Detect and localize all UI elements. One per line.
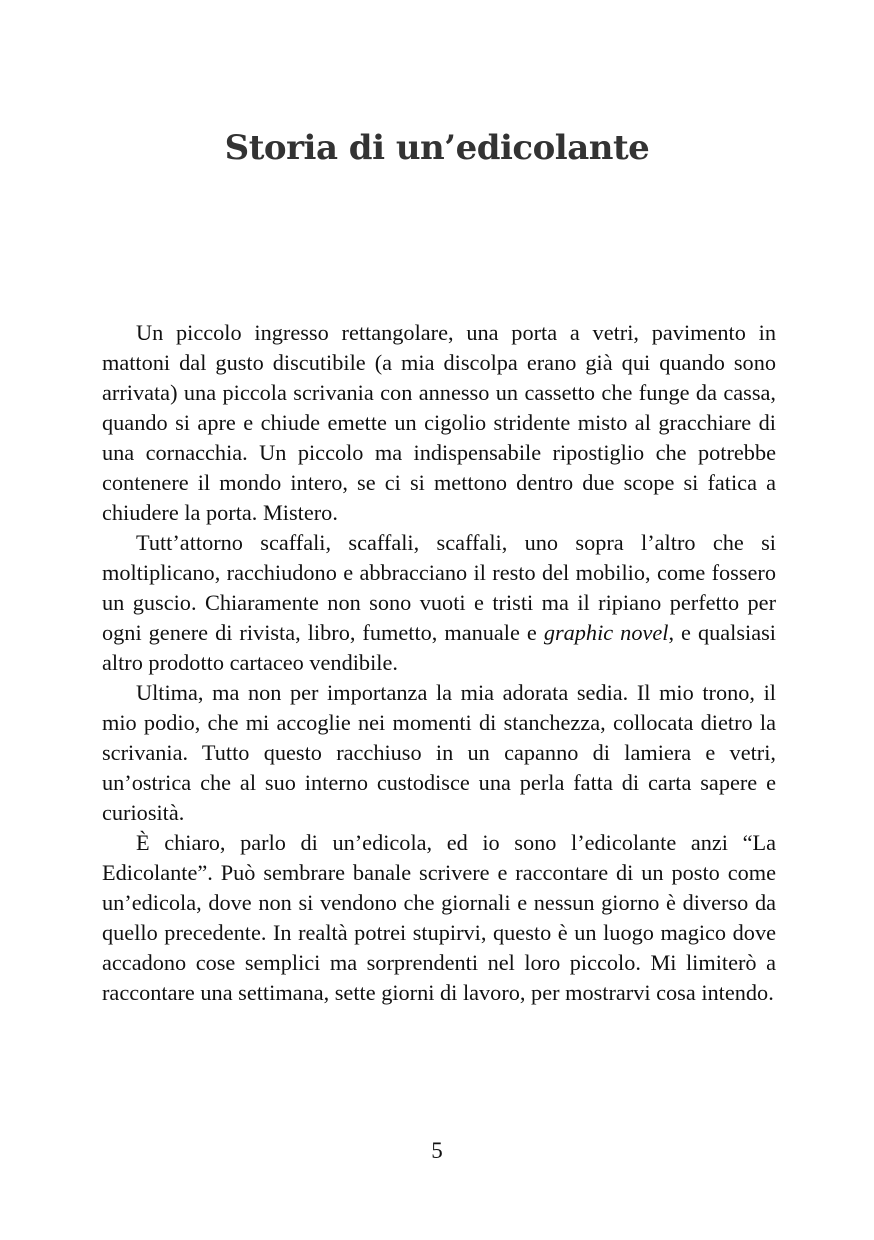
paragraph-1: Un piccolo ingresso rettangolare, una porta a vetri, pavimento in mattoni dal gusto discutibile (a mia discolpa erano già qui quando sono arrivata) una piccola scrivania con annesso un cassetto che funge da cassa, quando si apre e chiude emette un cigolio stridente misto al gracchiare di una cornacchia. Un piccolo ma indispensabile ripostiglio che potrebbe contenere il mondo intero, se ci si mettono dentro due scope si fatica a chiudere la porta. Mistero.	[102, 320, 776, 525]
paragraph-2-text-b: , e qualsiasi altro prodotto cartaceo vendibile.	[102, 620, 776, 675]
paragraph-3: Ultima, ma non per importanza la mia adorata sedia. Il mio trono, il mio podio, che mi accoglie nei momenti di stanchezza, collocata dietro la scrivania. Tutto questo racchiuso in un capanno di lamiera e vetri, un’ostrica che al suo interno custodisce una perla fatta di carta sapere e curiosità.	[102, 680, 776, 825]
chapter-body	[102, 318, 776, 1008]
paragraph-2-text-a: Tutt’attorno scaffali, scaffali, scaffali, uno sopra l’altro che si moltiplicano, racchiudono e abbracciano il resto del mobilio, come fossero un guscio. Chiaramente non sono vuoti e tristi ma il ripiano perfetto per ogni genere di rivista, libro, fumetto, manuale e	[102, 530, 776, 645]
italic-phrase: graphic novel	[543, 620, 669, 645]
paragraph-2	[102, 528, 776, 678]
page-number: 5	[431, 1138, 443, 1163]
chapter-title: Storia di un’edicolante	[224, 128, 650, 168]
paragraph-4: È chiaro, parlo di un’edicola, ed io sono l’edicolante anzi “La Edicolante”. Può sembrare banale scrivere e raccontare di un posto come un’edicola, dove non si vendono che giornali e nessun giorno è diverso da quello precedente. In realtà potrei stupirvi, questo è un luogo magico dove accadono cose semplici ma sorprendenti nel loro piccolo. Mi limiterò a raccontare una settimana, sette giorni di lavoro, per mostrarvi cosa intendo.	[102, 830, 776, 1005]
